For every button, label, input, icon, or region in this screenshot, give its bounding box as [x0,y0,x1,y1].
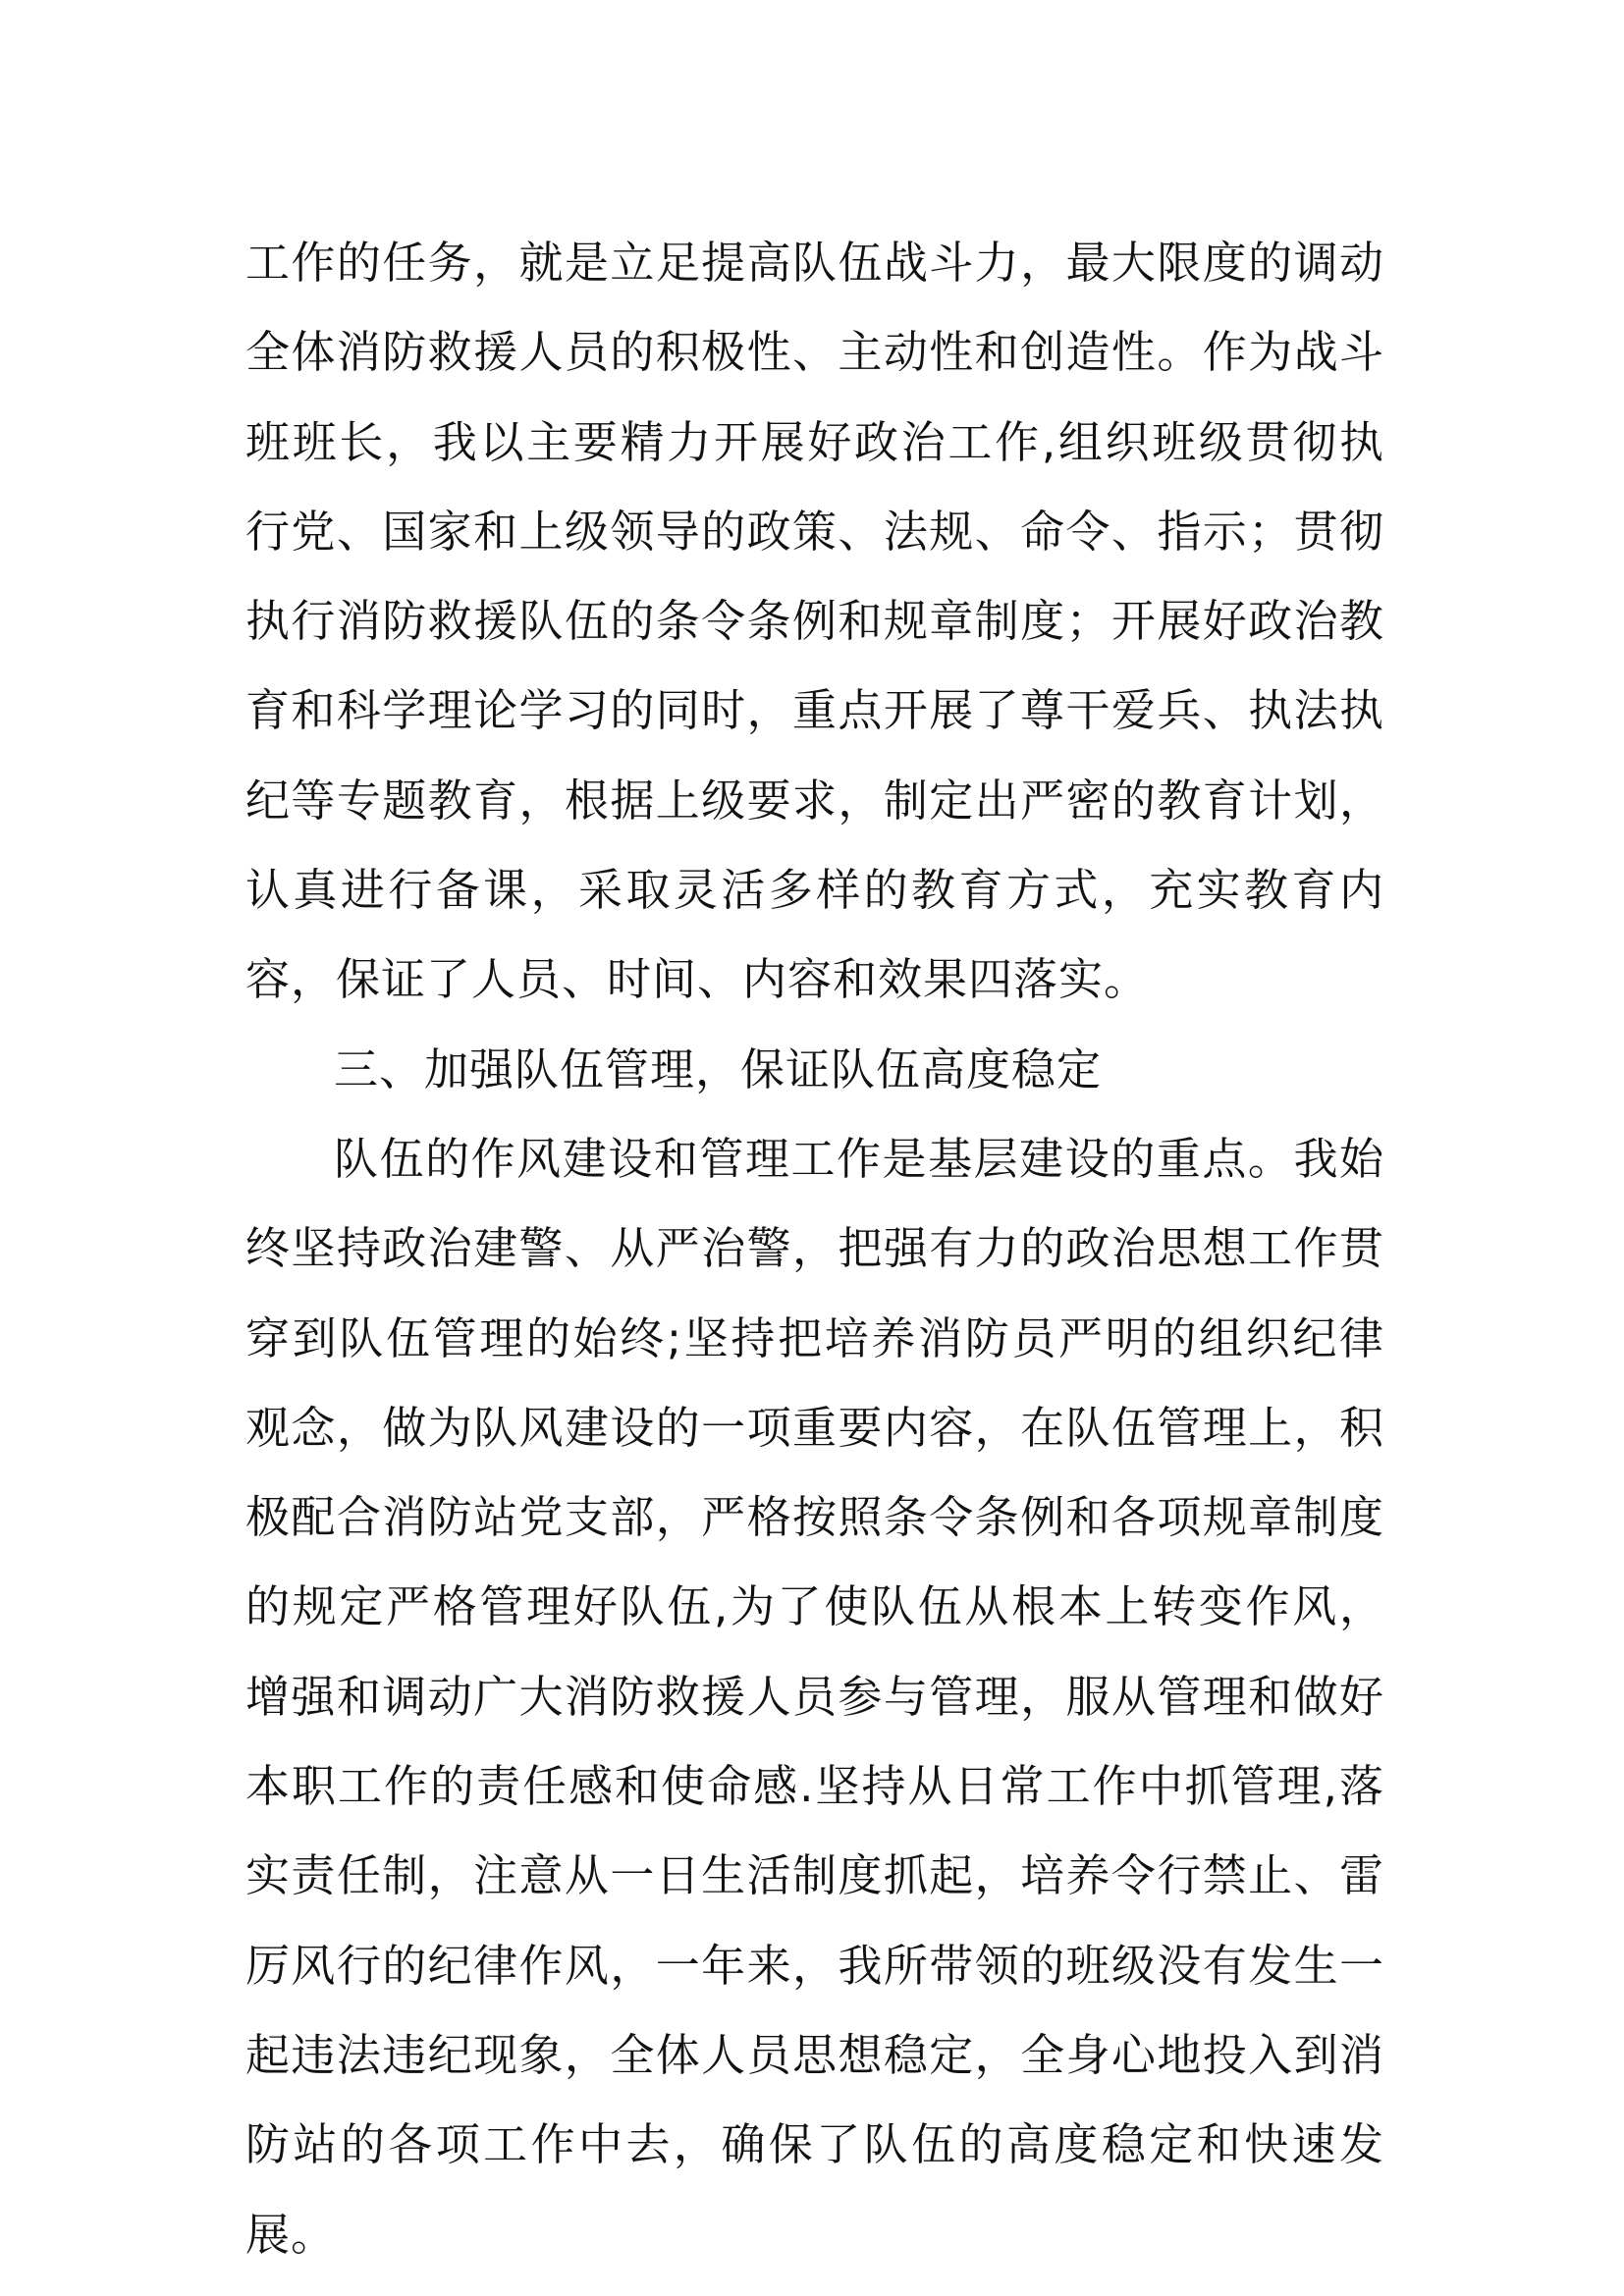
paragraph-body: 队伍的作风建设和管理工作是基层建设的重点。我始终坚持政治建警、从严治警，把强有力的政治思想工作贯穿到队伍管理的始终;坚持把培养消防员严明的组织纪律观念，做为队风建设的一项重要内容，在队伍管理上，积极配合消防站党支部，严格按照条令条例和各项规章制度的规定严格管理好队伍,为了使队伍从根本上转变作风，增强和调动广大消防救援人员参与管理，服从管理和做好本职工作的责任感和使命感.坚持从日常工作中抓管理,落实责任制，注意从一日生活制度抓起，培养令行禁止、雷厉风行的纪律作风，一年来，我所带领的班级没有发生一起违法违纪现象，全体人员思想稳定，全身心地投入到消防站的各项工作中去，确保了队伍的高度稳定和快速发展。 [245,1132,1384,2261]
paragraph-continued: 工作的任务，就是立足提高队伍战斗力，最大限度的调动全体消防救援人员的积极性、主动性和创造性。作为战斗班班长，我以主要精力开展好政治工作,组织班级贯彻执行党、国家和上级领导的政策、法规、命令、指示；贯彻执行消防救援队伍的条令条例和规章制度；开展好政治教育和科学理论学习的同时，重点开展了尊干爱兵、执法执纪等专题教育，根据上级要求，制定出严密的教育计划，认真进行备课，采取灵活多样的教育方式，充实教育内容，保证了人员、时间、内容和效果四落实。 [245,237,1384,1006]
section-heading: 三、加强队伍管理，保证队伍高度稳定 [334,1042,1103,1095]
document-body [245,218,1384,2279]
